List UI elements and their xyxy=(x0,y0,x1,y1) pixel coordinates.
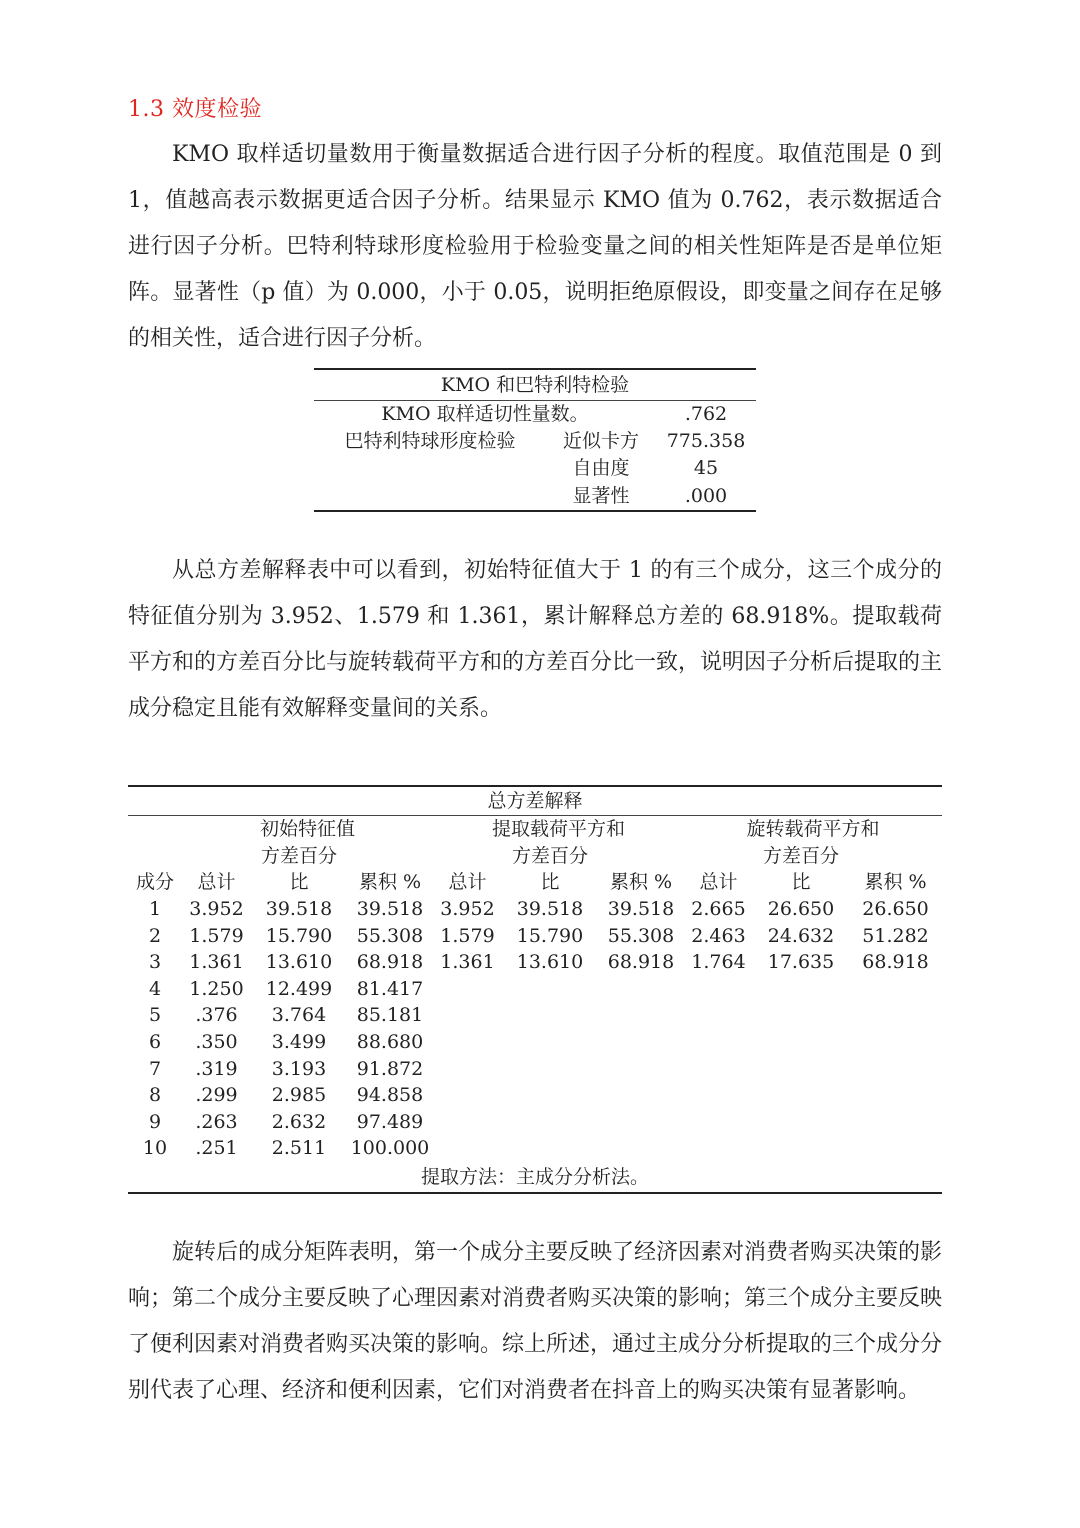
paragraph-rotated-matrix-conclusion: 旋转后的成分矩阵表明，第一个成分主要反映了经济因素对消费者购买决策的影响；第二个成分主要反映了心理因素对消费者购买决策的影响；第三个成分主要反映了便利因素对消费者购买决策的影响。综上所述，通过主成分分析提取的三个成分分别代表了心理、经济和便利因素，它们对消费者在抖音上的购买决策有显著影响。 xyxy=(128,1240,943,1403)
table-cell xyxy=(684,1109,753,1136)
col-component: 成分 xyxy=(135,871,174,894)
component-number-cell: 4 xyxy=(148,977,162,1000)
col-cumulative: 累积 % xyxy=(358,871,422,894)
table-cell xyxy=(753,1055,849,1082)
table-cell: 55.308 xyxy=(607,924,675,947)
col-pct-variance-bottom: 比 xyxy=(540,871,560,894)
table-cell xyxy=(684,1002,753,1029)
table-cell: 39.518 xyxy=(516,898,584,921)
col-pct-variance-top: 方差百分 xyxy=(511,844,588,867)
extraction-method-note: 提取方法：主成分分析法。 xyxy=(128,1162,942,1193)
group-extraction-loadings: 提取载荷平方和 xyxy=(491,818,625,841)
table-cell xyxy=(753,1002,849,1029)
table-cell xyxy=(849,1082,942,1109)
component-number-cell: 9 xyxy=(148,1110,162,1133)
table-row xyxy=(128,1135,942,1162)
table-cell: 88.680 xyxy=(356,1031,424,1054)
table-cell xyxy=(502,976,598,1003)
table-cell: 3.952 xyxy=(189,898,244,921)
table-cell xyxy=(849,976,942,1003)
table-cell: 3.952 xyxy=(440,898,495,921)
table-cell xyxy=(849,1109,942,1136)
component-number-cell: 5 xyxy=(148,1004,162,1027)
table-cell: 91.872 xyxy=(356,1057,424,1080)
table-cell xyxy=(849,1055,942,1082)
kmo-bartlett-table xyxy=(314,368,756,512)
table-cell: 17.635 xyxy=(767,951,835,974)
table-cell xyxy=(502,1135,598,1162)
variance-table-title: 总方差解释 xyxy=(128,786,942,816)
col-pct-variance-top: 方差百分 xyxy=(762,844,839,867)
table-cell xyxy=(433,1029,502,1056)
table-cell: .376 xyxy=(195,1004,238,1027)
df-value: 45 xyxy=(693,457,719,479)
table-cell xyxy=(433,1082,502,1109)
table-row xyxy=(128,949,942,976)
table-cell xyxy=(598,1109,684,1136)
table-row xyxy=(128,1055,942,1082)
component-number-cell: 8 xyxy=(148,1084,162,1107)
col-pct-variance-bottom: 比 xyxy=(289,871,309,894)
table-row xyxy=(128,1109,942,1136)
table-cell: 39.518 xyxy=(607,898,675,921)
significance-label: 显著性 xyxy=(546,482,656,511)
table-cell xyxy=(502,1082,598,1109)
col-cumulative: 累积 % xyxy=(864,871,927,894)
col-total: 总计 xyxy=(448,871,487,894)
table-cell xyxy=(433,1109,502,1136)
component-number-cell: 1 xyxy=(148,898,162,921)
table-cell: 1.764 xyxy=(691,951,746,974)
table-cell: 39.518 xyxy=(265,898,333,921)
table-cell: 68.918 xyxy=(356,951,424,974)
kmo-measure-value: .762 xyxy=(684,403,728,425)
table-cell xyxy=(598,1135,684,1162)
table-cell: .350 xyxy=(195,1031,238,1054)
table-cell: 68.918 xyxy=(607,951,675,974)
kmo-table-title: KMO 和巴特利特检验 xyxy=(314,369,756,401)
paragraph-kmo-explanation: KMO 取样适切量数用于衡量数据适合进行因子分析的程度。取值范围是 0 到 1，值越高表示数据更适合因子分析。结果显示 KMO 值为 0.762，表示数据适合进行因子分析。巴特利特球形度检验用于检验变量之间的相关性矩阵是否是单位矩阵。显著性（p 值）为 0.000，小于 0.05，说明拒绝原假设，即变量之间存在足够的相关性，适合进行因子分析。 xyxy=(128,142,942,351)
table-cell: 3.764 xyxy=(271,1004,327,1027)
table-cell: 1.250 xyxy=(189,977,244,1000)
table-row xyxy=(128,922,942,949)
table-cell: 24.632 xyxy=(767,924,835,947)
table-cell xyxy=(598,1029,684,1056)
table-cell xyxy=(684,1055,753,1082)
table-cell: 1.579 xyxy=(440,924,495,947)
table-cell: 100.000 xyxy=(350,1137,430,1160)
table-cell: 85.181 xyxy=(356,1004,424,1027)
table-cell xyxy=(433,1002,502,1029)
table-cell: 94.858 xyxy=(356,1084,424,1107)
table-cell: 81.417 xyxy=(356,977,424,1000)
table-cell: 13.610 xyxy=(516,951,584,974)
table-cell: 26.650 xyxy=(767,898,835,921)
table-row xyxy=(128,1082,942,1109)
col-pct-variance-bottom: 比 xyxy=(791,871,811,894)
table-cell xyxy=(598,1055,684,1082)
col-pct-variance-top: 方差百分 xyxy=(260,844,337,867)
component-number-cell: 10 xyxy=(142,1137,168,1160)
significance-value: .000 xyxy=(656,482,756,511)
table-cell: 51.282 xyxy=(862,924,929,947)
table-cell: .319 xyxy=(195,1057,238,1080)
table-cell xyxy=(753,1029,849,1056)
table-cell xyxy=(598,1082,684,1109)
table-cell: 1.361 xyxy=(440,951,495,974)
table-cell: .263 xyxy=(195,1110,238,1133)
group-rotation-loadings: 旋转载荷平方和 xyxy=(746,818,880,841)
component-number-cell: 7 xyxy=(148,1057,162,1080)
table-cell: 2.511 xyxy=(271,1137,327,1160)
table-cell: 55.308 xyxy=(356,924,424,947)
component-number-cell: 3 xyxy=(148,951,162,974)
table-cell: 68.918 xyxy=(862,951,929,974)
bartlett-test-label: 巴特利特球形度检验 xyxy=(344,430,516,452)
table-cell xyxy=(502,1002,598,1029)
kmo-measure-label: KMO 取样适切性量数。 xyxy=(381,403,589,425)
table-cell: 1.361 xyxy=(189,951,244,974)
table-cell xyxy=(433,1135,502,1162)
table-cell xyxy=(753,1082,849,1109)
table-cell: 2.665 xyxy=(691,898,746,921)
group-initial-eigenvalues: 初始特征值 xyxy=(259,818,355,841)
component-number-cell: 2 xyxy=(148,924,162,947)
col-cumulative: 累积 % xyxy=(609,871,673,894)
table-cell: 2.985 xyxy=(271,1084,327,1107)
table-cell xyxy=(502,1029,598,1056)
table-row xyxy=(128,1002,942,1029)
table-cell xyxy=(849,1002,942,1029)
table-cell xyxy=(849,1135,942,1162)
table-cell xyxy=(684,976,753,1003)
table-cell: 39.518 xyxy=(356,898,424,921)
table-cell: 97.489 xyxy=(356,1110,424,1133)
table-cell: 15.790 xyxy=(265,924,333,947)
table-cell: 1.579 xyxy=(189,924,244,947)
component-number-cell: 6 xyxy=(148,1031,162,1054)
table-cell xyxy=(753,976,849,1003)
table-cell xyxy=(753,1135,849,1162)
table-cell: 15.790 xyxy=(516,924,584,947)
table-cell xyxy=(684,1029,753,1056)
section-heading: 1.3 效度检验 xyxy=(128,97,262,122)
table-cell: 2.463 xyxy=(691,924,746,947)
table-cell xyxy=(598,1002,684,1029)
table-cell xyxy=(684,1135,753,1162)
table-row xyxy=(128,1029,942,1056)
table-cell xyxy=(502,1055,598,1082)
table-cell: 3.499 xyxy=(271,1031,327,1054)
table-cell: 3.193 xyxy=(271,1057,327,1080)
col-total: 总计 xyxy=(197,871,236,894)
table-cell xyxy=(502,1109,598,1136)
col-total: 总计 xyxy=(699,871,738,894)
table-cell xyxy=(849,1029,942,1056)
table-cell: .299 xyxy=(195,1084,238,1107)
table-cell: .251 xyxy=(195,1137,238,1160)
table-cell: 2.632 xyxy=(271,1110,327,1133)
table-cell: 26.650 xyxy=(862,898,929,921)
table-cell: 13.610 xyxy=(265,951,333,974)
chi-square-label: 近似卡方 xyxy=(562,430,639,452)
table-cell xyxy=(684,1082,753,1109)
table-cell xyxy=(753,1109,849,1136)
df-label: 自由度 xyxy=(572,457,630,479)
chi-square-value: 775.358 xyxy=(666,430,746,452)
table-cell: 12.499 xyxy=(265,977,333,1000)
table-cell xyxy=(433,1055,502,1082)
paragraph-variance-explanation: 从总方差解释表中可以看到，初始特征值大于 1 的有三个成分，这三个成分的特征值分别为 3.952、1.579 和 1.361，累计解释总方差的 68.918%。提取载荷平方和的方差百分比与旋转载荷平方和的方差百分比一致，说明因子分析后提取的主成分稳定且能有效解释变量间的关系。 xyxy=(128,558,943,721)
table-row xyxy=(128,976,942,1003)
total-variance-table xyxy=(128,785,942,1194)
table-row xyxy=(128,896,942,923)
table-cell xyxy=(598,976,684,1003)
table-cell xyxy=(433,976,502,1003)
